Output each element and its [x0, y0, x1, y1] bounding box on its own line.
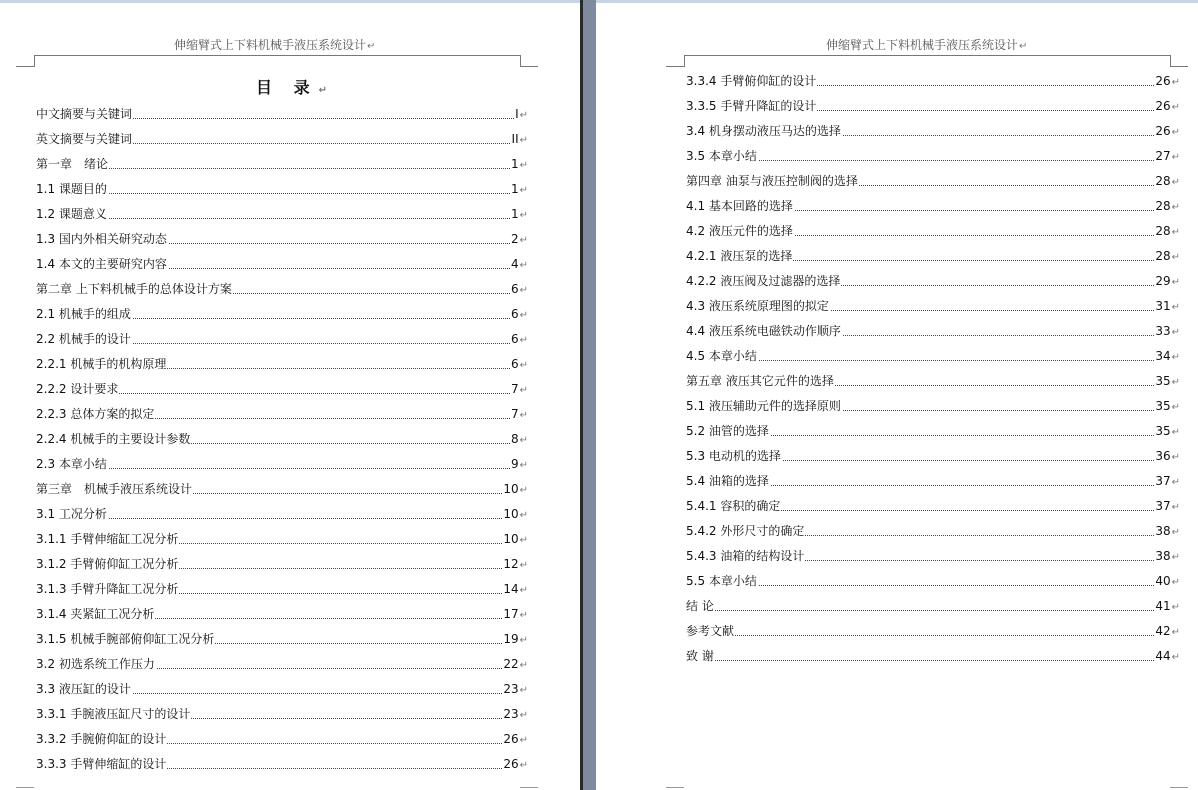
- toc-entry[interactable]: [36, 655, 528, 673]
- toc-entry-label: 3.5 本章小结: [686, 149, 757, 163]
- page-number: 26: [1155, 99, 1171, 113]
- toc-entry[interactable]: [36, 155, 528, 173]
- paragraph-mark-icon: ↵: [1171, 652, 1180, 663]
- paragraph-mark-icon: ↵: [519, 110, 528, 121]
- page-number: 6: [510, 282, 519, 296]
- toc-entry[interactable]: [36, 755, 528, 773]
- dot-leader: [36, 518, 528, 519]
- page-number: 26: [503, 732, 519, 746]
- dot-leader: [36, 193, 528, 194]
- page-number: 40: [1155, 574, 1171, 588]
- toc-entry-page: [1154, 272, 1180, 292]
- toc-entry-label: 5.1 液压辅助元件的选择原则: [686, 399, 841, 413]
- margin-mark: [520, 66, 538, 67]
- toc-entry-label: 第二章 上下料机械手的总体设计方案: [36, 282, 232, 296]
- toc-entry[interactable]: [686, 372, 1180, 390]
- toc-entry[interactable]: [36, 355, 528, 373]
- toc-entry-page: [510, 155, 528, 175]
- toc-entry-page: [1154, 347, 1180, 367]
- toc-title: [256, 75, 327, 98]
- toc-entry[interactable]: [686, 72, 1180, 90]
- dot-leader: [686, 585, 1180, 586]
- toc-entry[interactable]: [686, 197, 1180, 215]
- margin-mark: [16, 787, 34, 788]
- paragraph-mark-icon: ↵: [519, 260, 528, 271]
- page-number: 37: [1155, 474, 1171, 488]
- toc-entry-label: 1.3 国内外相关研究动态: [36, 232, 167, 246]
- toc-entry[interactable]: [686, 622, 1180, 640]
- page-gutter: [580, 0, 596, 790]
- dot-leader: [36, 468, 528, 469]
- document-page-right: [596, 0, 1198, 790]
- toc-entry-label: 5.2 油管的选择: [686, 424, 769, 438]
- page-number: 29: [1155, 274, 1171, 288]
- page-number: 7: [510, 407, 519, 421]
- paragraph-mark-icon: ↵: [1019, 41, 1028, 52]
- toc-entry[interactable]: [36, 480, 528, 498]
- page-number: 28: [1155, 174, 1171, 188]
- paragraph-mark-icon: ↵: [1171, 627, 1180, 638]
- toc-entry-page: [1154, 522, 1180, 542]
- paragraph-mark-icon: ↵: [519, 160, 528, 171]
- page-number: 17: [503, 607, 519, 621]
- toc-entry-page: [1154, 197, 1180, 217]
- toc-entry-label: 4.1 基本回路的选择: [686, 199, 793, 213]
- page-number: 14: [503, 582, 519, 596]
- toc-entry-page: [502, 505, 528, 525]
- dot-leader: [686, 635, 1180, 636]
- paragraph-mark-icon: ↵: [1171, 327, 1180, 338]
- page-number: 42: [1155, 624, 1171, 638]
- toc-entry[interactable]: [686, 497, 1180, 515]
- toc-entry-page: [1154, 297, 1180, 317]
- paragraph-mark-icon: ↵: [519, 360, 528, 371]
- paragraph-mark-icon: ↵: [519, 685, 528, 696]
- paragraph-mark-icon: ↵: [519, 560, 528, 571]
- toc-entry[interactable]: [36, 280, 528, 298]
- toc-entry-page: [1154, 122, 1180, 142]
- toc-entry-page: [502, 630, 528, 650]
- toc-entry-page: [1154, 397, 1180, 417]
- toc-entry-page: [510, 305, 528, 325]
- toc-entry-label: 3.1.4 夹紧缸工况分析: [36, 607, 155, 621]
- page-number: 22: [503, 657, 519, 671]
- paragraph-mark-icon: ↵: [1171, 252, 1180, 263]
- toc-entry-page: [1154, 597, 1180, 617]
- toc-entry-page: [511, 130, 528, 150]
- toc-entry-page: [1154, 547, 1180, 567]
- paragraph-mark-icon: ↵: [1171, 577, 1180, 588]
- paragraph-mark-icon: ↵: [519, 610, 528, 621]
- page-number: 9: [510, 457, 519, 471]
- page-number: 28: [1155, 199, 1171, 213]
- paragraph-mark-icon: ↵: [1171, 477, 1180, 488]
- toc-entry[interactable]: [686, 222, 1180, 240]
- toc-entry[interactable]: [686, 97, 1180, 115]
- paragraph-mark-icon: ↵: [1171, 427, 1180, 438]
- toc-entry-label: 5.5 本章小结: [686, 574, 757, 588]
- page-number: 4: [510, 257, 519, 271]
- page-number: 26: [1155, 124, 1171, 138]
- toc-entry-label: 3.3.5 手臂升降缸的设计: [686, 99, 817, 113]
- dot-leader: [686, 660, 1180, 661]
- paragraph-mark-icon: ↵: [1171, 152, 1180, 163]
- toc-entry[interactable]: [36, 430, 528, 448]
- toc-entry-label: 1.4 本文的主要研究内容: [36, 257, 167, 271]
- page-number: 38: [1155, 549, 1171, 563]
- paragraph-mark-icon: ↵: [1171, 602, 1180, 613]
- page-number: 35: [1155, 399, 1171, 413]
- toc-entry-label: 3.1.1 手臂伸缩缸工况分析: [36, 532, 179, 546]
- gutter-edge: [580, 0, 583, 790]
- toc-entry[interactable]: [686, 247, 1180, 265]
- page-number: 36: [1155, 449, 1171, 463]
- page-header: [174, 36, 375, 53]
- paragraph-mark-icon: ↵: [519, 760, 528, 771]
- toc-entry[interactable]: [36, 330, 528, 348]
- toc-entry[interactable]: [36, 130, 528, 148]
- toc-entry-label: 4.2 液压元件的选择: [686, 224, 793, 238]
- dot-leader: [686, 160, 1180, 161]
- margin-mark: [16, 66, 34, 67]
- page-number: II: [511, 132, 519, 146]
- toc-entry[interactable]: [36, 105, 528, 123]
- page-number: 6: [510, 357, 519, 371]
- page-number: 7: [510, 382, 519, 396]
- toc-entry-label: 3.1.3 手臂升降缸工况分析: [36, 582, 179, 596]
- toc-entry-label: 5.4.2 外形尺寸的确定: [686, 524, 805, 538]
- toc-entry-page: [502, 655, 528, 675]
- page-number: 41: [1155, 599, 1171, 613]
- page-number: 27: [1155, 149, 1171, 163]
- header-text: 伸缩臂式上下料机械手液压系统设计: [826, 38, 1019, 52]
- toc-entry[interactable]: [36, 180, 528, 198]
- toc-entry-page: [1154, 247, 1180, 267]
- page-number: 19: [503, 632, 519, 646]
- paragraph-mark-icon: ↵: [1171, 127, 1180, 138]
- toc-entry-page: [1154, 372, 1180, 392]
- toc-entry-label: 3.3.3 手臂伸缩缸的设计: [36, 757, 167, 771]
- toc-entry[interactable]: [686, 172, 1180, 190]
- page-number: 26: [503, 757, 519, 771]
- paragraph-mark-icon: ↵: [519, 185, 528, 196]
- page-number: 31: [1155, 299, 1171, 313]
- paragraph-mark-icon: ↵: [519, 485, 528, 496]
- toc-entry[interactable]: [686, 522, 1180, 540]
- toc-entry-page: [1154, 147, 1180, 167]
- margin-mark: [1170, 66, 1188, 67]
- toc-entry-page: [1154, 572, 1180, 592]
- toc-entry-label: 3.3.1 手腕液压缸尺寸的设计: [36, 707, 191, 721]
- toc-entry[interactable]: [36, 580, 528, 598]
- paragraph-mark-icon: ↵: [519, 635, 528, 646]
- toc-entry[interactable]: [686, 272, 1180, 290]
- paragraph-mark-icon: ↵: [519, 210, 528, 221]
- page-number: 6: [510, 307, 519, 321]
- toc-entry-page: [510, 280, 528, 300]
- margin-mark: [684, 55, 685, 67]
- toc-entry-page: [510, 205, 528, 225]
- toc-entry-label: 2.2.4 机械手的主要设计参数: [36, 432, 191, 446]
- toc-entry-label: 3.1 工况分析: [36, 507, 107, 521]
- toc-entry[interactable]: [686, 647, 1180, 665]
- paragraph-mark-icon: ↵: [1171, 77, 1180, 88]
- paragraph-mark-icon: ↵: [1171, 202, 1180, 213]
- paragraph-mark-icon: ↵: [519, 510, 528, 521]
- paragraph-mark-icon: ↵: [519, 535, 528, 546]
- margin-mark: [34, 55, 35, 67]
- toc-entry-label: 3.3 液压缸的设计: [36, 682, 131, 696]
- paragraph-mark-icon: ↵: [367, 41, 376, 52]
- paragraph-mark-icon: ↵: [1171, 227, 1180, 238]
- toc-entry-page: [510, 430, 528, 450]
- toc-entry-label: 5.4.3 油箱的结构设计: [686, 549, 805, 563]
- margin-mark: [666, 787, 684, 788]
- toc-entry-label: 4.2.1 液压泵的选择: [686, 249, 793, 263]
- toc-entry-page: [1154, 472, 1180, 492]
- paragraph-mark-icon: ↵: [519, 460, 528, 471]
- dot-leader: [686, 610, 1180, 611]
- toc-entry-page: [510, 380, 528, 400]
- toc-entry[interactable]: [36, 630, 528, 648]
- toc-entry[interactable]: [686, 297, 1180, 315]
- toc-entry[interactable]: [36, 255, 528, 273]
- page-number: 8: [510, 432, 519, 446]
- toc-entry-label: 4.2.2 液压阀及过滤器的选择: [686, 274, 841, 288]
- page-number: 23: [503, 682, 519, 696]
- dot-leader: [686, 360, 1180, 361]
- header-rule: [34, 55, 521, 56]
- toc-entry[interactable]: [686, 472, 1180, 490]
- toc-entry-label: 第五章 液压其它元件的选择: [686, 374, 834, 388]
- page-number: 1: [510, 207, 519, 221]
- page-number: 35: [1155, 424, 1171, 438]
- toc-entry-page: [510, 405, 528, 425]
- toc-entry[interactable]: [686, 572, 1180, 590]
- page-number: 28: [1155, 224, 1171, 238]
- toc-entry-page: [502, 605, 528, 625]
- toc-entry-label: 2.2 机械手的设计: [36, 332, 131, 346]
- toc-entry[interactable]: [36, 555, 528, 573]
- toc-entry-page: [510, 230, 528, 250]
- toc-entry-page: [514, 105, 528, 125]
- margin-mark: [1170, 787, 1188, 788]
- ruler-strip: [0, 0, 580, 3]
- toc-entry[interactable]: [36, 680, 528, 698]
- margin-mark: [520, 787, 538, 788]
- paragraph-mark-icon: ↵: [519, 410, 528, 421]
- toc-entry[interactable]: [686, 447, 1180, 465]
- paragraph-mark-icon: ↵: [519, 135, 528, 146]
- page-number: 44: [1155, 649, 1171, 663]
- toc-entry-label: 5.4 油箱的选择: [686, 474, 769, 488]
- toc-entry-label: 2.1 机械手的组成: [36, 307, 131, 321]
- dot-leader: [36, 218, 528, 219]
- toc-entry-page: [1154, 497, 1180, 517]
- toc-entry-label: 2.2.3 总体方案的拟定: [36, 407, 155, 421]
- toc-entry-page: [1154, 97, 1180, 117]
- toc-entry-page: [502, 530, 528, 550]
- toc-entry-label: 3.3.4 手臂俯仰缸的设计: [686, 74, 817, 88]
- paragraph-mark-icon: ↵: [519, 660, 528, 671]
- paragraph-mark-icon: ↵: [519, 435, 528, 446]
- toc-entry-label: 中文摘要与关键词: [36, 107, 133, 121]
- toc-entry[interactable]: [36, 305, 528, 323]
- page-number: 12: [503, 557, 519, 571]
- paragraph-mark-icon: ↵: [1171, 402, 1180, 413]
- toc-entry-page: [1154, 422, 1180, 442]
- header-rule: [684, 55, 1171, 56]
- header-text: 伸缩臂式上下料机械手液压系统设计: [174, 38, 367, 52]
- toc-entry-label: 4.3 液压系统原理图的拟定: [686, 299, 829, 313]
- toc-entry[interactable]: [36, 455, 528, 473]
- toc-entry-page: [510, 355, 528, 375]
- page-number: 28: [1155, 249, 1171, 263]
- paragraph-mark-icon: ↵: [1171, 302, 1180, 313]
- paragraph-mark-icon: ↵: [1171, 277, 1180, 288]
- toc-entry-label: 3.3.2 手腕俯仰缸的设计: [36, 732, 167, 746]
- toc-entry-page: [502, 680, 528, 700]
- paragraph-mark-icon: ↵: [1171, 352, 1180, 363]
- toc-entry[interactable]: [36, 530, 528, 548]
- page-number: 23: [503, 707, 519, 721]
- page-number: 10: [503, 482, 519, 496]
- toc-entry-label: 4.4 液压系统电磁铁动作顺序: [686, 324, 841, 338]
- ruler-strip: [596, 0, 1198, 3]
- toc-entry-label: 3.2 初选系统工作压力: [36, 657, 155, 671]
- toc-entry-page: [510, 330, 528, 350]
- toc-entry-label: 结 论: [686, 599, 714, 613]
- toc-entry[interactable]: [686, 147, 1180, 165]
- paragraph-mark-icon: ↵: [1171, 552, 1180, 563]
- paragraph-mark-icon: ↵: [519, 585, 528, 596]
- paragraph-mark-icon: ↵: [519, 235, 528, 246]
- toc-entry-page: [1154, 447, 1180, 467]
- paragraph-mark-icon: ↵: [318, 85, 327, 96]
- toc-entry-label: 3.4 机身摆动液压马达的选择: [686, 124, 841, 138]
- paragraph-mark-icon: ↵: [1171, 527, 1180, 538]
- toc-entry[interactable]: [686, 397, 1180, 415]
- margin-mark: [666, 66, 684, 67]
- page-number: 1: [510, 157, 519, 171]
- toc-entry-page: [502, 755, 528, 775]
- paragraph-mark-icon: ↵: [1171, 452, 1180, 463]
- toc-entry[interactable]: [36, 605, 528, 623]
- toc-entry-label: 致 谢: [686, 649, 714, 663]
- toc-entry-label: 英文摘要与关键词: [36, 132, 133, 146]
- paragraph-mark-icon: ↵: [519, 310, 528, 321]
- toc-entry[interactable]: [36, 230, 528, 248]
- toc-entry-page: [1154, 222, 1180, 242]
- toc-entry-page: [502, 580, 528, 600]
- toc-entry-label: 4.5 本章小结: [686, 349, 757, 363]
- toc-entry-page: [1154, 622, 1180, 642]
- page-header: [826, 36, 1027, 53]
- toc-entry[interactable]: [686, 597, 1180, 615]
- toc-entry-page: [1154, 647, 1180, 667]
- toc-entry-label: 1.1 课题目的: [36, 182, 107, 196]
- paragraph-mark-icon: ↵: [519, 710, 528, 721]
- paragraph-mark-icon: ↵: [519, 385, 528, 396]
- toc-entry-page: [502, 480, 528, 500]
- page-number: 10: [503, 507, 519, 521]
- page-number: 37: [1155, 499, 1171, 513]
- toc-entry-page: [1154, 322, 1180, 342]
- paragraph-mark-icon: ↵: [1171, 377, 1180, 388]
- toc-entry[interactable]: [686, 322, 1180, 340]
- toc-entry-label: 3.1.2 手臂俯仰缸工况分析: [36, 557, 179, 571]
- page-number: 34: [1155, 349, 1171, 363]
- toc-entry-page: [1154, 172, 1180, 192]
- paragraph-mark-icon: ↵: [519, 735, 528, 746]
- paragraph-mark-icon: ↵: [1171, 502, 1180, 513]
- toc-entry[interactable]: [36, 705, 528, 723]
- page-number: 26: [1155, 74, 1171, 88]
- toc-entry-label: 3.1.5 机械手腕部俯仰缸工况分析: [36, 632, 215, 646]
- page-number: 33: [1155, 324, 1171, 338]
- page-number: 1: [510, 182, 519, 196]
- toc-entry-label: 第三章 机械手液压系统设计: [36, 482, 193, 496]
- page-number: 2: [510, 232, 519, 246]
- toc-entry-page: [510, 180, 528, 200]
- page-number: I: [515, 107, 519, 121]
- page-number: 38: [1155, 524, 1171, 538]
- toc-entry[interactable]: [686, 547, 1180, 565]
- toc-entry-label: 5.3 电动机的选择: [686, 449, 781, 463]
- page-number: 6: [510, 332, 519, 346]
- toc-entry[interactable]: [36, 730, 528, 748]
- toc-entry-page: [510, 455, 528, 475]
- toc-entry-label: 2.3 本章小结: [36, 457, 107, 471]
- toc-entry-page: [502, 705, 528, 725]
- toc-entry-page: [502, 730, 528, 750]
- toc-entry-page: [1154, 72, 1180, 92]
- toc-title-text: 目 录: [256, 78, 318, 97]
- toc-entry[interactable]: [686, 347, 1180, 365]
- toc-entry-page: [502, 555, 528, 575]
- paragraph-mark-icon: ↵: [1171, 102, 1180, 113]
- toc-entry[interactable]: [36, 380, 528, 398]
- toc-entry-label: 1.2 课题意义: [36, 207, 107, 221]
- page-number: 10: [503, 532, 519, 546]
- toc-entry-label: 第一章 绪论: [36, 157, 109, 171]
- toc-entry-label: 第四章 油泵与液压控制阀的选择: [686, 174, 858, 188]
- toc-entry-label: 2.2.2 设计要求: [36, 382, 119, 396]
- document-page-left: [0, 0, 580, 790]
- toc-entry-label: 5.4.1 容积的确定: [686, 499, 781, 513]
- paragraph-mark-icon: ↵: [519, 285, 528, 296]
- toc-entry[interactable]: [36, 405, 528, 423]
- toc-entry[interactable]: [686, 422, 1180, 440]
- toc-entry-label: 2.2.1 机械手的机构原理: [36, 357, 167, 371]
- page-number: 35: [1155, 374, 1171, 388]
- toc-entry[interactable]: [36, 505, 528, 523]
- paragraph-mark-icon: ↵: [1171, 177, 1180, 188]
- toc-entry[interactable]: [686, 122, 1180, 140]
- toc-entry[interactable]: [36, 205, 528, 223]
- dot-leader: [36, 168, 528, 169]
- paragraph-mark-icon: ↵: [519, 335, 528, 346]
- toc-entry-label: 参考文献: [686, 624, 735, 638]
- toc-entry-page: [510, 255, 528, 275]
